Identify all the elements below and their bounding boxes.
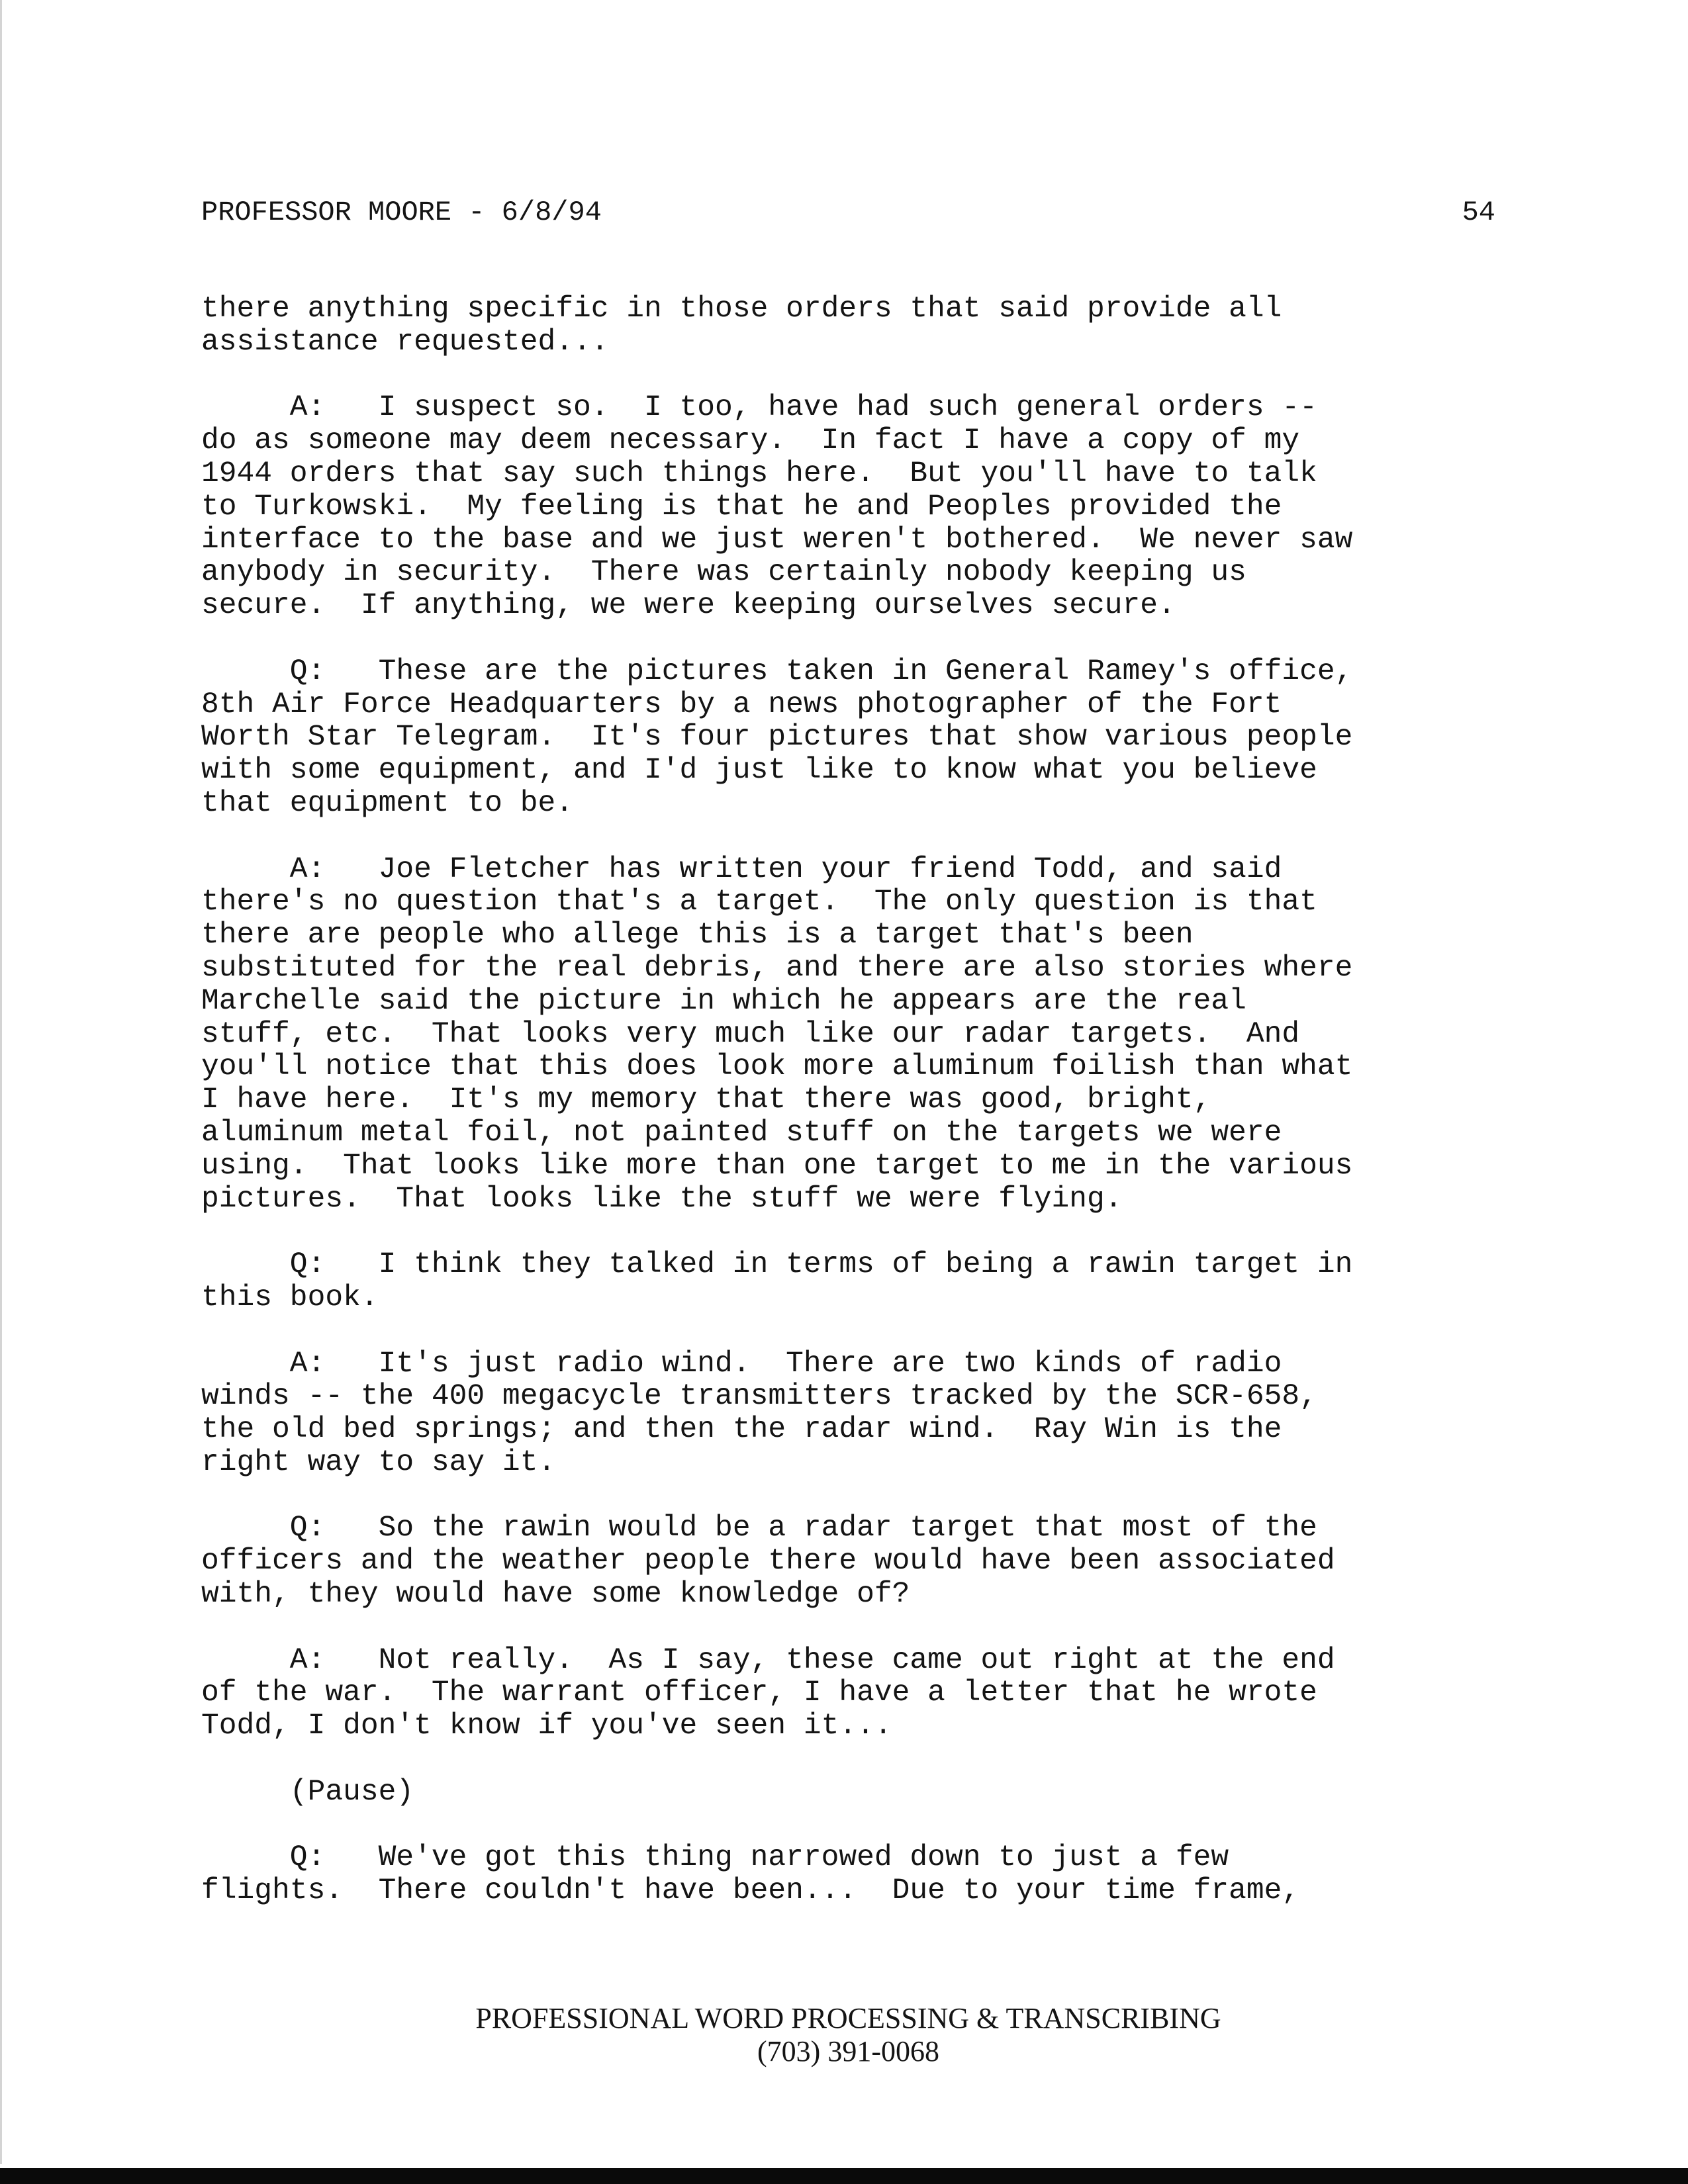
transcript-line: Q: We've got this thing narrowed down to just a few [201, 1841, 1229, 1875]
transcript-paragraph [201, 656, 1519, 821]
transcript-line: aluminum metal foil, not painted stuff on the targets we were [201, 1116, 1282, 1150]
page-footer [201, 2002, 1495, 2068]
transcript-paragraph [201, 1645, 1519, 1743]
transcript-body [201, 293, 1519, 1941]
transcript-paragraph [201, 1348, 1519, 1480]
transcript-line: stuff, etc. That looks very much like our radar targets. And [201, 1017, 1300, 1051]
transcript-line: to Turkowski. My feeling is that he and Peoples provided the [201, 490, 1282, 523]
transcript-paragraph [201, 1842, 1519, 1908]
transcript-line: substituted for the real debris, and there are also stories where [201, 951, 1353, 985]
transcript-line: Todd, I don't know if you've seen it... [201, 1709, 892, 1743]
transcript-line: with, they would have some knowledge of? [201, 1578, 910, 1612]
transcript-line: this book. [201, 1281, 379, 1314]
transcript-paragraph [201, 392, 1519, 623]
transcript-line: flights. There couldn't have been... Due to your time frame, [201, 1874, 1300, 1908]
transcript-line: 8th Air Force Headquarters by a news photographer of the Fort [201, 688, 1282, 721]
page-number: 54 [1462, 197, 1495, 228]
transcript-line: winds -- the 400 megacycle transmitters tracked by the SCR-658, [201, 1380, 1317, 1414]
transcript-line: I have here. It's my memory that there was good, bright, [201, 1083, 1211, 1117]
transcript-line: that equipment to be. [201, 786, 573, 820]
transcript-line: assistance requested... [201, 325, 609, 359]
transcript-paragraph [201, 1776, 1519, 1809]
transcript-paragraph [201, 293, 1519, 359]
transcript-line: 1944 orders that say such things here. But you'll have to talk [201, 457, 1317, 490]
transcript-line: officers and the weather people there would have been associated [201, 1545, 1335, 1578]
transcript-paragraph [201, 854, 1519, 1216]
transcript-line: A: I suspect so. I too, have had such general orders -- [201, 391, 1317, 425]
header-title: PROFESSOR MOORE - 6/8/94 [201, 197, 602, 228]
transcript-line: (Pause) [201, 1775, 414, 1809]
page-header [201, 196, 1495, 229]
transcript-line: Q: These are the pictures taken in General Ramey's office, [201, 655, 1353, 688]
transcript-line: A: It's just radio wind. There are two kinds of radio [201, 1347, 1282, 1381]
transcript-line: using. That looks like more than one target to me in the various [201, 1149, 1353, 1183]
transcript-line: there anything specific in those orders that said provide all [201, 293, 1282, 326]
transcript-line: there are people who allege this is a target that's been [201, 919, 1194, 952]
scan-edge-line [0, 0, 2, 2164]
transcript-line: Q: I think they talked in terms of being a rawin target in [201, 1248, 1353, 1282]
transcript-line: secure. If anything, we were keeping ourselves secure. [201, 589, 1176, 623]
transcript-line: there's no question that's a target. The only question is that [201, 886, 1317, 919]
transcript-line: pictures. That looks like the stuff we were flying. [201, 1182, 1123, 1216]
transcript-line: A: Joe Fletcher has written your friend Todd, and said [201, 852, 1282, 886]
transcript-line: with some equipment, and I'd just like to know what you believe [201, 754, 1317, 788]
transcript-paragraph [201, 1512, 1519, 1611]
transcript-line: A: Not really. As I say, these came out right at the end [201, 1643, 1335, 1677]
scan-bottom-border [0, 2168, 1688, 2184]
transcript-line: anybody in security. There was certainly nobody keeping us [201, 556, 1246, 590]
footer-phone: (703) 391-0068 [757, 2035, 939, 2068]
footer-company: PROFESSIONAL WORD PROCESSING & TRANSCRIBING [475, 2002, 1221, 2034]
transcript-line: of the war. The warrant officer, I have a letter that he wrote [201, 1676, 1317, 1710]
transcript-line: interface to the base and we just weren't bothered. We never saw [201, 523, 1353, 557]
transcript-line: do as someone may deem necessary. In fact I have a copy of my [201, 424, 1300, 458]
transcript-line: you'll notice that this does look more aluminum foilish than what [201, 1050, 1353, 1084]
transcript-line: right way to say it. [201, 1445, 556, 1479]
transcript-line: Marchelle said the picture in which he appears are the real [201, 984, 1246, 1018]
transcript-paragraph [201, 1249, 1519, 1315]
transcript-line: Q: So the rawin would be a radar target that most of the [201, 1512, 1317, 1545]
transcript-line: Worth Star Telegram. It's four pictures that show various people [201, 721, 1353, 754]
transcript-line: the old bed springs; and then the radar wind. Ray Win is the [201, 1413, 1282, 1447]
